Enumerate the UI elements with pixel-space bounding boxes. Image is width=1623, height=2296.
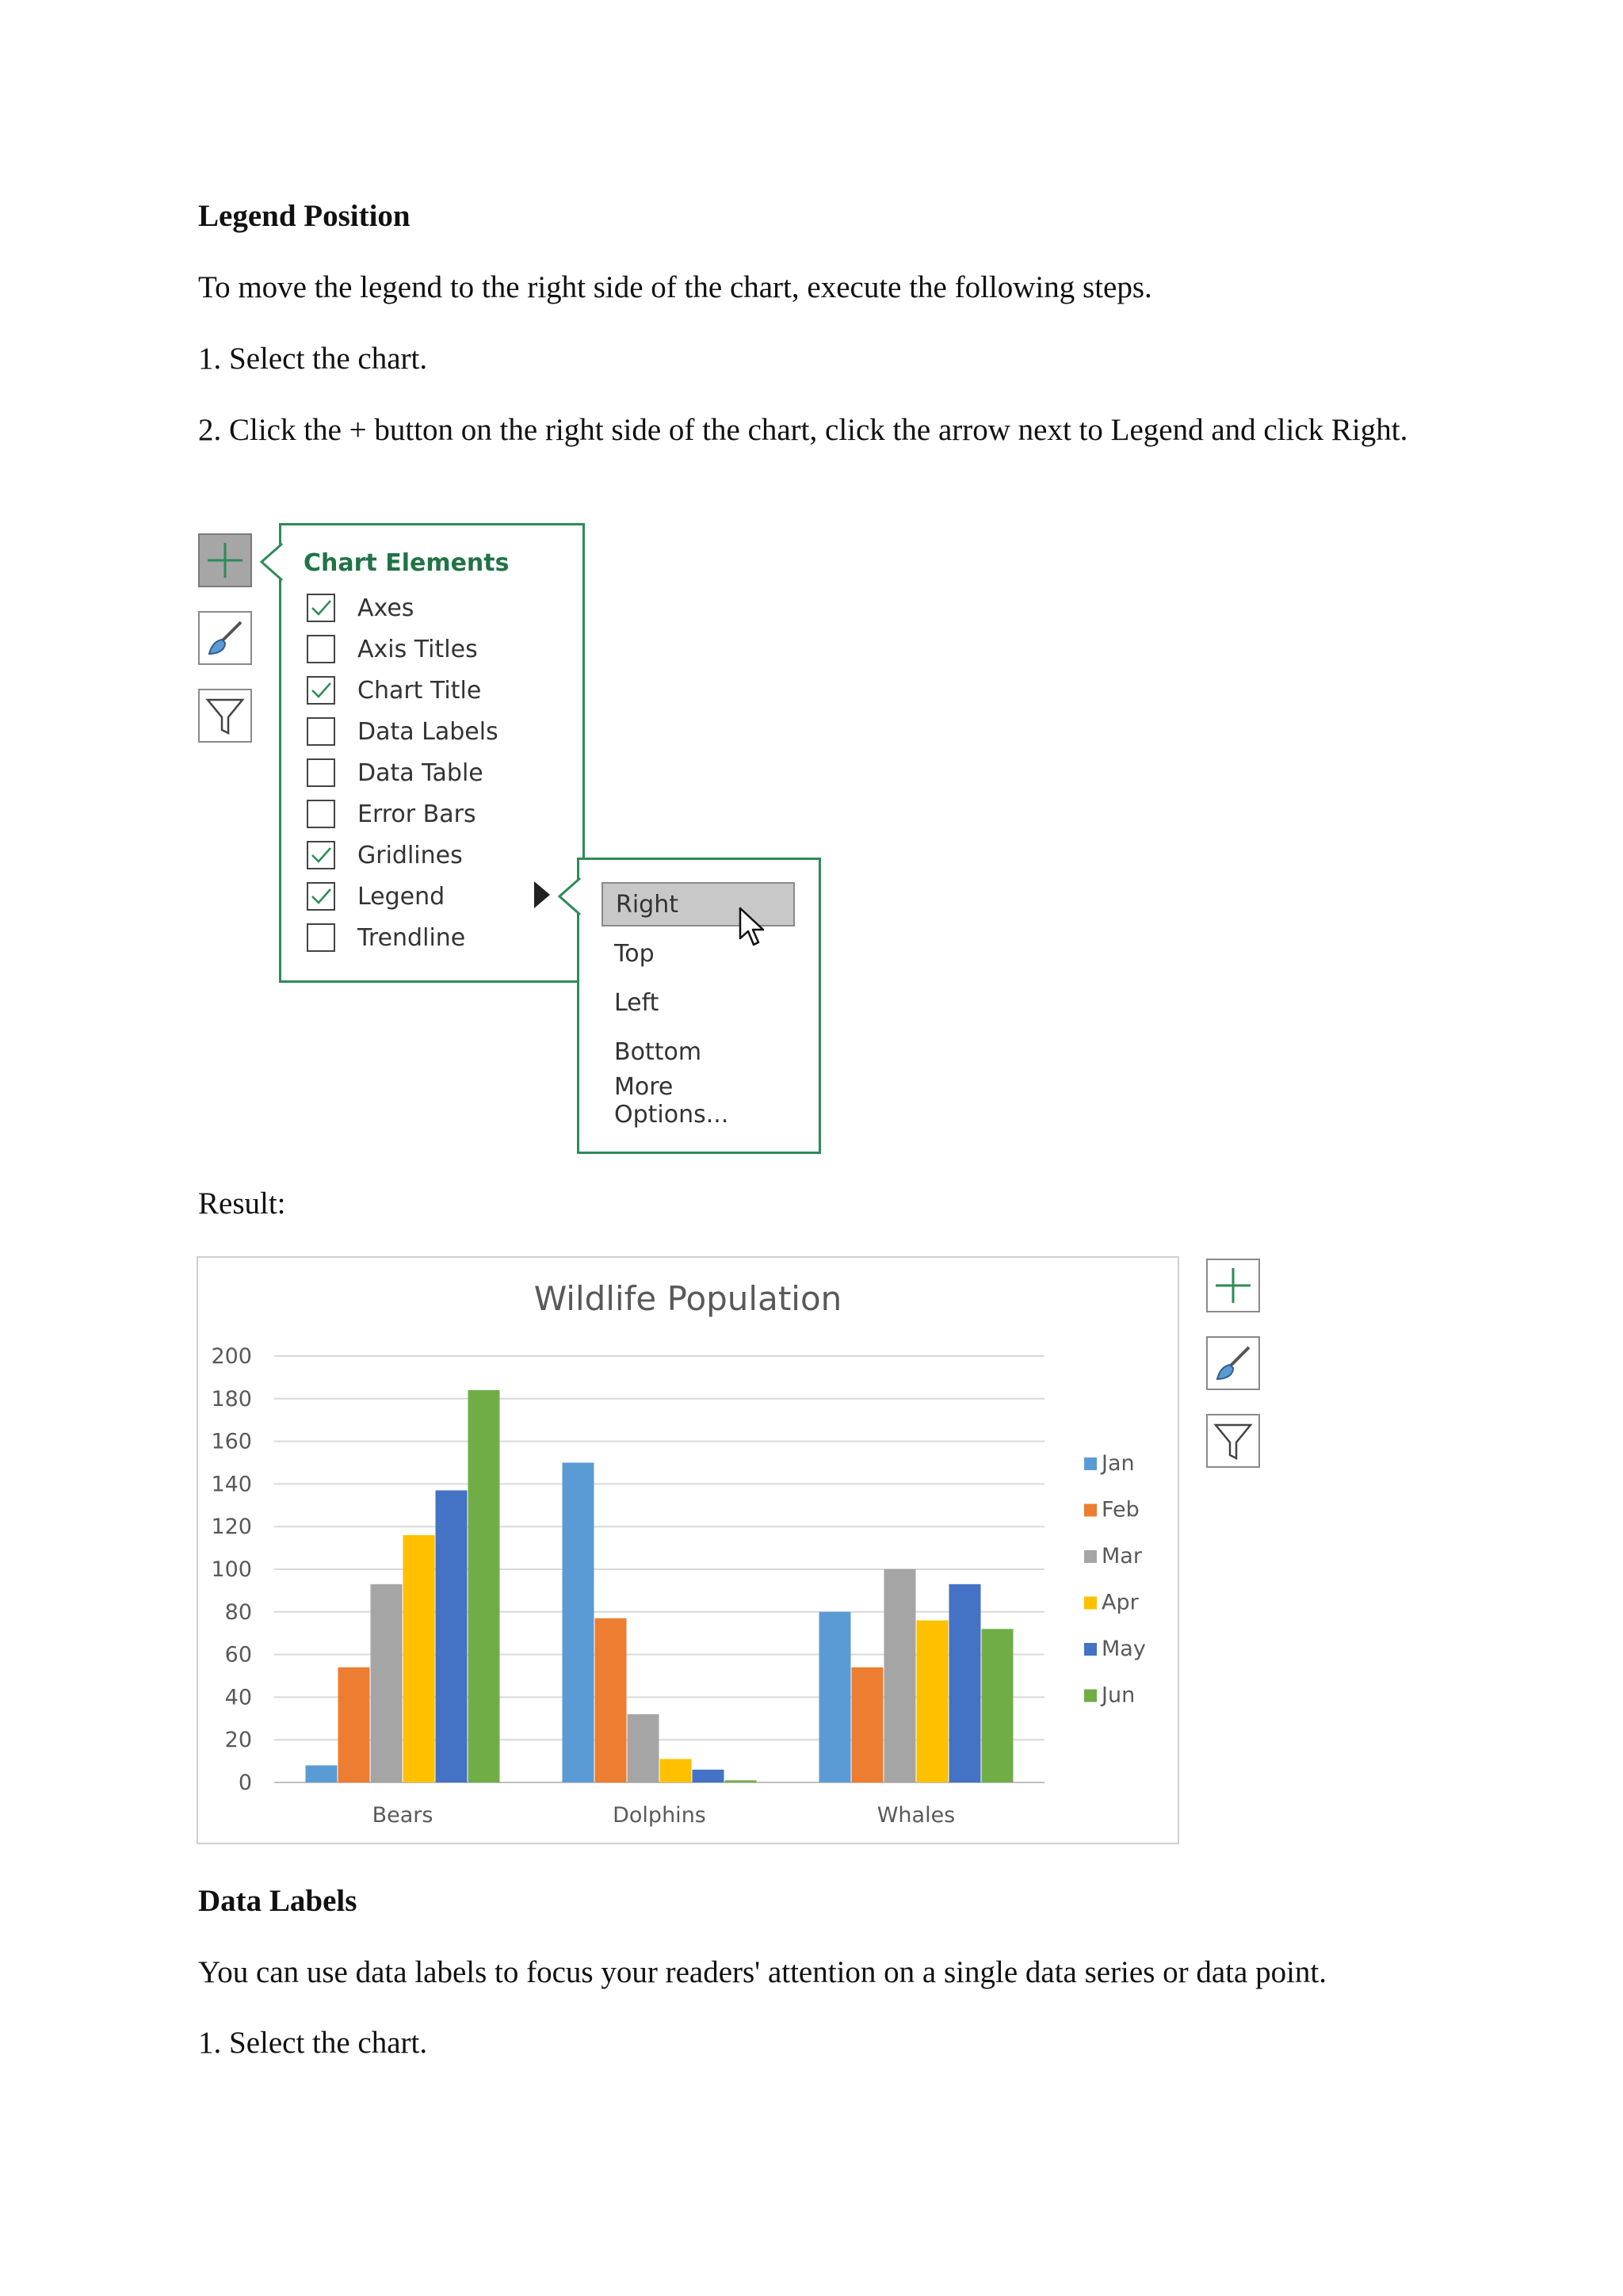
chart-element-label: Axis Titles [357, 635, 478, 663]
chart-element-item-data-labels[interactable] [307, 716, 498, 747]
chart-filters-button[interactable] [198, 689, 252, 743]
checkbox[interactable] [307, 800, 335, 828]
chart-title: Wildlife Population [533, 1279, 842, 1318]
x-category-label: Bears [372, 1803, 433, 1828]
legend-swatch-may [1084, 1643, 1097, 1656]
chart-element-item-legend[interactable] [307, 881, 445, 912]
y-tick-label: 140 [211, 1472, 252, 1497]
checkmark-icon [309, 678, 333, 702]
checkbox[interactable] [307, 594, 335, 622]
legend-entry-apr: Apr [1102, 1590, 1139, 1615]
checkmark-icon [309, 596, 333, 620]
legend-entry-jan: Jan [1102, 1451, 1135, 1476]
legend-swatch-jun [1084, 1690, 1097, 1702]
bar-bears-may [436, 1490, 468, 1782]
chart-elements-button[interactable] [198, 533, 252, 587]
wildlife-chart[interactable] [197, 1256, 1179, 1844]
legend-swatch-feb [1084, 1504, 1097, 1517]
y-tick-label: 0 [238, 1771, 252, 1795]
chart-element-item-data-table[interactable] [307, 757, 483, 789]
chart-canvas [198, 1258, 1178, 1843]
step-1-text: 1. Select the chart. [198, 342, 428, 376]
legend-swatch-jan [1084, 1457, 1097, 1470]
chart-elements-button-result[interactable] [1206, 1259, 1260, 1312]
chart-element-label: Legend [357, 882, 445, 911]
y-tick-label: 120 [211, 1515, 252, 1540]
bar-whales-apr [917, 1621, 949, 1782]
chart-element-item-error-bars[interactable] [307, 798, 476, 830]
bar-whales-mar [884, 1569, 916, 1782]
bar-dolphins-feb [595, 1618, 627, 1782]
step-2-text: 2. Click the + button on the right side of the chart, click the arrow next to Legend and click Right. [198, 413, 1408, 447]
legend-submenu [577, 858, 821, 1154]
x-category-label: Dolphins [613, 1803, 706, 1828]
chart-element-item-axis-titles[interactable] [307, 633, 478, 665]
legend-entry-mar: Mar [1102, 1544, 1142, 1568]
submenu-pointer [556, 877, 582, 916]
legend-option-top[interactable]: Top [614, 939, 655, 968]
x-category-label: Whales [876, 1803, 956, 1828]
legend-option-right[interactable]: Right [601, 882, 795, 926]
checkbox[interactable] [307, 635, 335, 663]
bar-bears-jan [306, 1765, 338, 1782]
chart-filters-button-result[interactable] [1206, 1414, 1260, 1468]
chart-element-label: Trendline [357, 923, 466, 952]
bar-dolphins-may [693, 1770, 724, 1782]
legend-option-left[interactable]: Left [614, 988, 659, 1017]
checkbox[interactable] [307, 717, 335, 746]
chart-element-label: Gridlines [357, 841, 463, 869]
plus-icon [1211, 1263, 1255, 1308]
bar-whales-may [949, 1584, 981, 1782]
legend-swatch-mar [1084, 1550, 1097, 1563]
chart-element-item-gridlines[interactable] [307, 839, 463, 871]
filter-icon [203, 693, 247, 738]
panel-pointer [258, 542, 284, 582]
checkmark-icon [309, 843, 333, 867]
bar-dolphins-mar [628, 1714, 659, 1782]
chart-element-item-axes[interactable] [307, 592, 414, 624]
checkbox[interactable] [307, 882, 335, 911]
bar-whales-jan [819, 1612, 851, 1782]
legend-entry-may: May [1102, 1637, 1146, 1661]
y-tick-label: 180 [211, 1386, 252, 1412]
triangle-right-icon[interactable] [533, 880, 552, 910]
bar-whales-jun [982, 1629, 1014, 1782]
legend-swatch-apr [1084, 1597, 1097, 1610]
checkbox[interactable] [307, 676, 335, 705]
bar-bears-apr [403, 1535, 435, 1782]
chart-element-label: Chart Title [357, 676, 482, 705]
chart-element-item-trendline[interactable] [307, 922, 465, 953]
chart-element-label: Error Bars [357, 800, 476, 828]
bar-bears-mar [371, 1584, 403, 1782]
data-labels-step-1: 1. Select the chart. [198, 2026, 428, 2060]
legend-option-more-options[interactable]: More Options... [614, 1073, 729, 1129]
panel-title: Chart Elements [304, 549, 510, 577]
chart-styles-button[interactable] [198, 611, 252, 665]
filter-icon [1211, 1419, 1255, 1463]
chart-elements-panel [279, 523, 585, 983]
intro-paragraph: To move the legend to the right side of the chart, execute the following steps. [198, 270, 1152, 304]
legend-entry-jun: Jun [1102, 1683, 1136, 1708]
section-heading-legend-position: Legend Position [198, 199, 411, 233]
chart-element-item-chart-title[interactable] [307, 674, 481, 706]
chart-styles-button-result[interactable] [1206, 1336, 1260, 1390]
legend-entry-feb: Feb [1102, 1497, 1140, 1522]
bar-whales-feb [852, 1668, 884, 1782]
y-tick-label: 100 [211, 1557, 252, 1582]
data-labels-intro: You can use data labels to focus your readers' attention on a single data series or data point. [198, 1955, 1327, 1989]
bar-dolphins-apr [660, 1759, 692, 1782]
brush-icon [203, 616, 247, 660]
bar-dolphins-jun [725, 1780, 757, 1782]
y-tick-label: 80 [224, 1599, 252, 1625]
checkbox[interactable] [307, 758, 335, 787]
bar-bears-feb [338, 1668, 370, 1782]
chart-element-label: Data Table [357, 758, 483, 787]
bar-bears-jun [468, 1390, 500, 1782]
y-tick-label: 160 [211, 1429, 252, 1454]
result-label: Result: [198, 1186, 286, 1221]
y-tick-label: 200 [211, 1344, 252, 1369]
checkmark-icon [309, 884, 333, 908]
checkbox[interactable] [307, 841, 335, 869]
chart-element-label: Data Labels [357, 717, 498, 746]
section-heading-data-labels: Data Labels [198, 1884, 357, 1918]
y-tick-label: 40 [224, 1685, 252, 1710]
chart-element-label: Axes [357, 594, 414, 622]
brush-icon [1211, 1341, 1255, 1385]
legend-option-bottom[interactable]: Bottom [614, 1037, 702, 1066]
cursor-icon [739, 907, 767, 949]
bar-dolphins-jan [563, 1463, 594, 1783]
plus-icon [203, 538, 247, 583]
checkbox[interactable] [307, 923, 335, 952]
y-tick-label: 20 [224, 1728, 252, 1753]
y-tick-label: 60 [224, 1642, 252, 1668]
